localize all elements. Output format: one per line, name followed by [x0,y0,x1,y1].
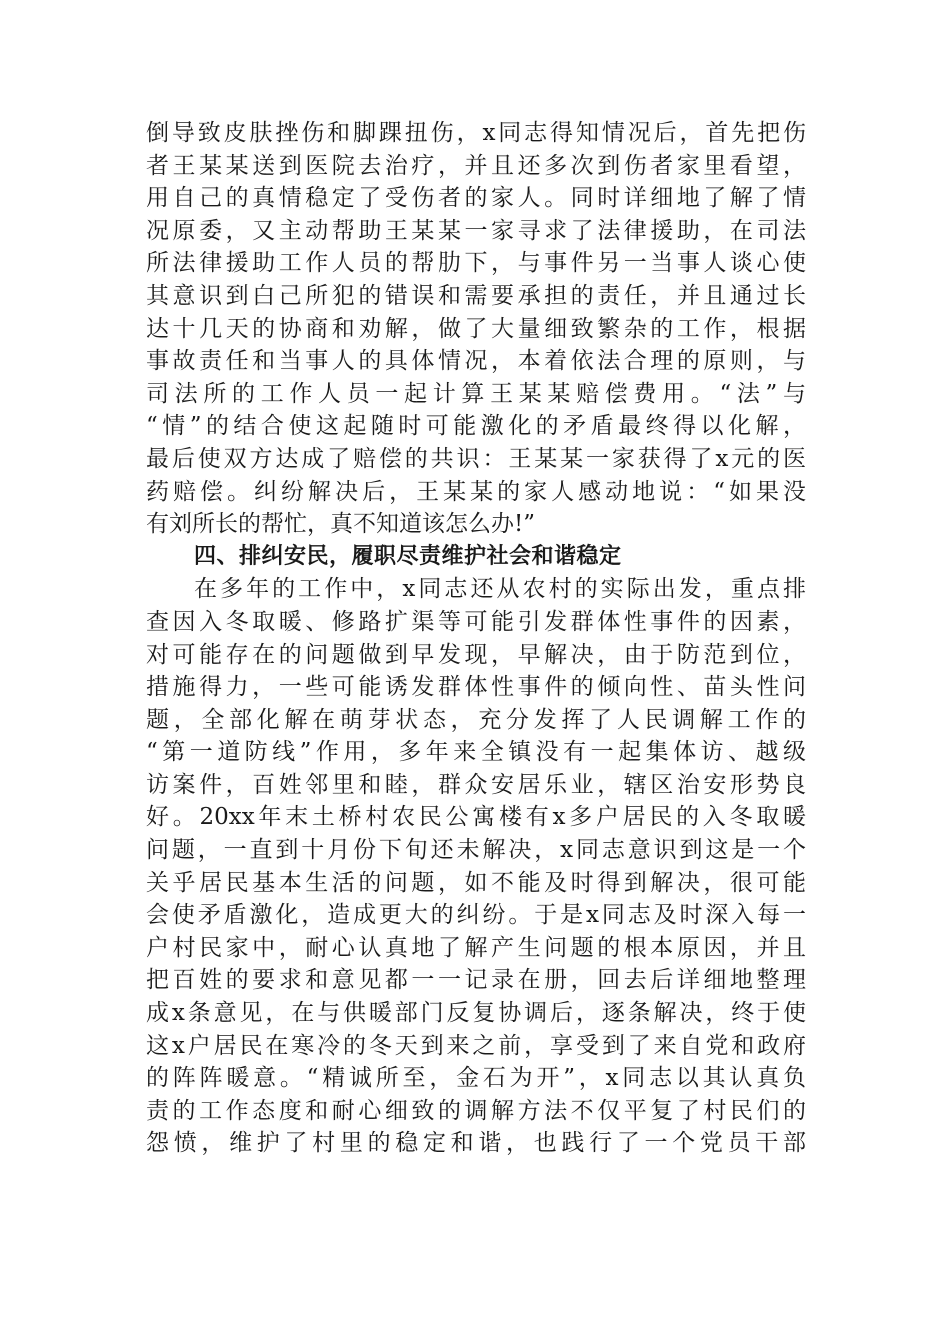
paragraph-line: 对可能存在的问题做到早发现，早解决，由于防范到位， [146,641,806,668]
document-body [146,117,806,1160]
paragraph-line: 关乎居民基本生活的问题，如不能及时得到解决，很可能 [146,869,806,896]
paragraph-line: 药赔偿。纠纷解决后，王某某的家人感动地说：“如果没 [146,478,806,505]
paragraph-line: 成x条意见，在与供暖部门反复协调后，逐条解决，终于使 [146,1000,806,1027]
paragraph-line: 的阵阵暖意。“精诚所至，金石为开”，x同志以其认真负 [146,1065,806,1092]
paragraph-line: 好。20xx年末土桥村农民公寓楼有x多户居民的入冬取暖 [146,804,806,831]
paragraph-line: 司法所的工作人员一起计算王某某赔偿费用。“法”与 [146,380,806,407]
paragraph-line: “情”的结合使这起随时可能激化的矛盾最终得以化解， [146,413,806,440]
section-heading: 四、排纠安民，履职尽责维护社会和谐稳定 [194,543,622,569]
paragraph-line: 在多年的工作中，x同志还从农村的实际出发，重点排 [194,576,806,603]
paragraph-line: 问题，一直到十月份下旬还未解决，x同志意识到这是一个 [146,837,806,864]
paragraph-line: 事故责任和当事人的具体情况，本着依法合理的原则，与 [146,348,806,375]
paragraph-line: 题，全部化解在萌芽状态，充分发挥了人民调解工作的 [146,706,806,733]
paragraph-line: 最后使双方达成了赔偿的共识：王某某一家获得了x元的医 [146,445,806,472]
paragraph-line: 会使矛盾激化，造成更大的纠纷。于是x同志及时深入每一 [146,902,806,929]
paragraph-line: 措施得力，一些可能诱发群体性事件的倾向性、苗头性问 [146,674,806,701]
paragraph-stability [146,573,806,1160]
paragraph-line: 查因入冬取暖、修路扩渠等可能引发群体性事件的因素， [146,608,806,635]
paragraph-line: 倒导致皮肤挫伤和脚踝扭伤，x同志得知情况后，首先把伤 [146,120,806,146]
paragraph-line: 所法律援助工作人员的帮肋下，与事件另一当事人谈心使 [146,250,806,277]
paragraph-line: 达十几天的协商和劝解，做了大量细致繁杂的工作，根据 [146,315,806,342]
paragraph-dispute-resolution [146,117,806,541]
paragraph-line: 怨愤，维护了村里的稳定和谐，也践行了一个党员干部 [146,1130,806,1157]
paragraph-line: 责的工作态度和耐心细致的调解方法不仅平复了村民们的 [146,1097,806,1124]
paragraph-line: 者王某某送到医院去治疗，并且还多次到伤者家里看望， [146,152,806,179]
paragraph-line: 用自己的真情稳定了受伤者的家人。同时详细地了解了情 [146,185,806,212]
paragraph-line: 这x户居民在寒冷的冬天到来之前，享受到了来自党和政府 [146,1032,806,1059]
paragraph-line: 把百姓的要求和意见都一一记录在册，回去后详细地整理 [146,967,806,994]
paragraph-line: 有刘所长的帮忙，真不知道该怎么办!” [146,511,536,538]
paragraph-line: 访案件，百姓邻里和睦，群众安居乐业，辖区治安形势良 [146,771,806,798]
paragraph-line: “第一道防线”作用，多年来全镇没有一起集体访、越级 [146,739,806,766]
paragraph-line: 户村民家中，耐心认真地了解产生问题的根本原因，并且 [146,934,806,961]
paragraph-line: 其意识到白己所犯的错误和需要承担的责任，并且通过长 [146,282,806,309]
paragraph-line: 况原委，又主动帮助王某某一家寻求了法律援助，在司法 [146,217,806,244]
